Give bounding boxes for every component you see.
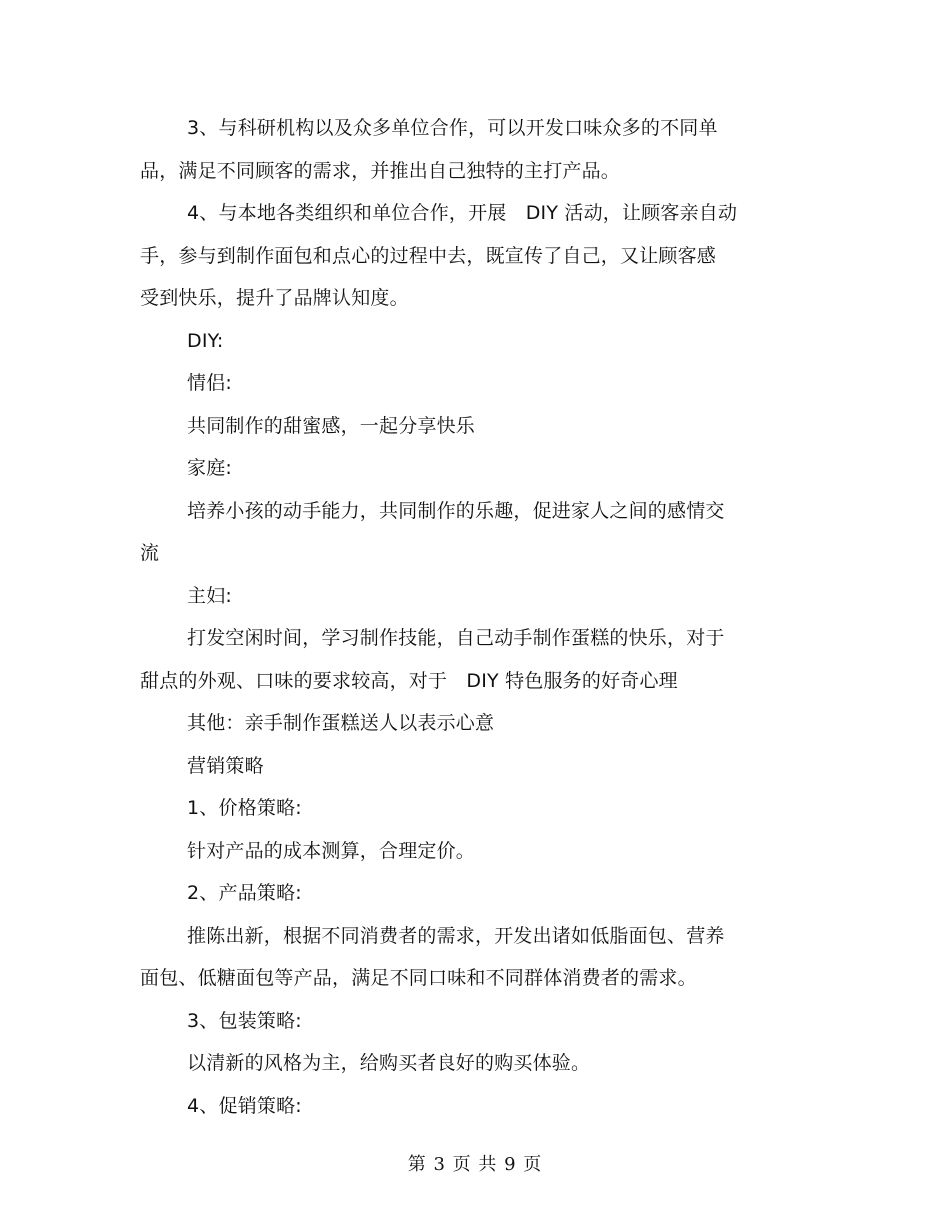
paragraph-line: 4、与本地各类组织和单位合作，开展 DIY 活动，让顾客亲自动 [187, 202, 738, 224]
heading-price-strategy: 1、价格策略: [187, 797, 302, 819]
paragraph-line: 流 [140, 542, 160, 564]
paragraph-line: 面包、低糖面包等产品，满足不同口味和不同群体消费者的需求。 [140, 967, 697, 989]
section-heading-marketing: 营销策略 [187, 754, 264, 777]
heading-couples: 情侣: [187, 372, 233, 394]
paragraph-line: 其他：亲手制作蛋糕送人以表示心意 [187, 712, 495, 734]
document-body [140, 107, 780, 1127]
paragraph-line: 共同制作的甜蜜感，一起分享快乐 [187, 414, 476, 437]
heading-promotion-strategy: 4、促销策略: [187, 1094, 302, 1117]
paragraph-line: 推陈出新，根据不同消费者的需求，开发出诸如低脂面包、营养 [187, 924, 725, 947]
paragraph-line: 打发空闲时间，学习制作技能，自己动手制作蛋糕的快乐，对于 [187, 627, 725, 649]
heading-family: 家庭: [187, 457, 233, 479]
page-number-footer: 第 3 页 共 9 页 [407, 1154, 543, 1175]
heading-packaging-strategy: 3、包装策略: [187, 1009, 302, 1032]
paragraph-line: 3、与科研机构以及众多单位合作，可以开发口味众多的不同单 [187, 117, 718, 139]
heading-housewives: 主妇: [187, 584, 233, 607]
paragraph-line: 针对产品的成本测算，合理定价。 [187, 839, 476, 862]
section-heading-diy: DIY: [187, 329, 224, 352]
paragraph-line: 甜点的外观、口味的要求较高，对于 DIY 特色服务的好奇心理 [140, 669, 678, 692]
paragraph-line: 品，满足不同顾客的需求，并推出自己独特的主打产品。 [140, 159, 621, 182]
paragraph-line: 手，参与到制作面包和点心的过程中去，既宣传了自己，又让顾客感 [140, 244, 717, 267]
heading-product-strategy: 2、产品策略: [187, 882, 302, 904]
paragraph-line: 以清新的风格为主，给购买者良好的购买体验。 [187, 1052, 591, 1074]
paragraph-line: 受到快乐，提升了品牌认知度。 [140, 287, 409, 309]
paragraph-line: 培养小孩的动手能力，共同制作的乐趣，促进家人之间的感情交 [187, 499, 725, 522]
